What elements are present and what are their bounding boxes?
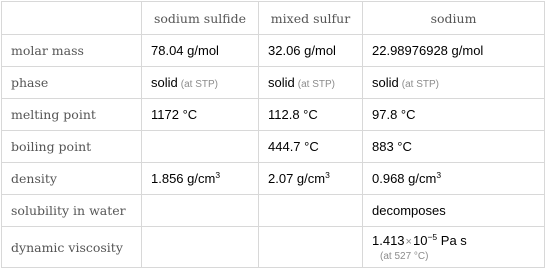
row-melting-point — [2, 99, 545, 131]
header-row — [2, 2, 545, 35]
row-label: molar mass — [2, 35, 142, 67]
row-dynamic-viscosity — [2, 227, 545, 268]
header-sodium: sodium — [363, 2, 545, 35]
row-label: dynamic viscosity — [2, 227, 142, 268]
row-label: solubility in water — [2, 195, 142, 227]
cell-value — [142, 227, 259, 268]
row-molar-mass — [2, 35, 545, 67]
cell-value: 78.04 g/mol — [142, 35, 259, 67]
header-sodium-sulfide: sodium sulfide — [142, 2, 259, 35]
cell-value: 883 °C — [363, 131, 545, 163]
cell-value: solid (at STP) — [259, 67, 363, 99]
cell-value — [259, 195, 363, 227]
row-boiling-point — [2, 131, 545, 163]
row-label: boiling point — [2, 131, 142, 163]
properties-table — [1, 1, 545, 268]
cell-value: 22.98976928 g/mol — [363, 35, 545, 67]
row-label: phase — [2, 67, 142, 99]
condition-note: (at 527 °C) — [380, 250, 429, 262]
cell-value: 444.7 °C — [259, 131, 363, 163]
header-corner — [2, 2, 142, 35]
cell-value: 0.968 $g/cm^3$ — [363, 163, 545, 195]
cell-value — [142, 195, 259, 227]
row-label: density — [2, 163, 142, 195]
condition-note: (at STP) — [401, 79, 439, 90]
cell-value — [259, 227, 363, 268]
cell-value: 2.07 $g/cm^3$ — [259, 163, 363, 195]
cell-value — [142, 131, 259, 163]
row-density — [2, 163, 545, 195]
condition-note: (at STP) — [180, 79, 218, 90]
cell-value: decomposes — [363, 195, 545, 227]
cell-value: $1.413\times 10^{-5}$ Pa s (at 527 °C) — [363, 227, 545, 268]
cell-value: solid (at STP) — [363, 67, 545, 99]
header-mixed-sulfur: mixed sulfur — [259, 2, 363, 35]
cell-value: 1.856 $g/cm^3$ — [142, 163, 259, 195]
cell-value: 1172 °C — [142, 99, 259, 131]
cell-value: 32.06 g/mol — [259, 35, 363, 67]
cell-value: solid (at STP) — [142, 67, 259, 99]
cell-value: 112.8 °C — [259, 99, 363, 131]
row-solubility — [2, 195, 545, 227]
row-phase — [2, 67, 545, 99]
cell-value: 97.8 °C — [363, 99, 545, 131]
condition-note: (at STP) — [297, 79, 335, 90]
row-label: melting point — [2, 99, 142, 131]
